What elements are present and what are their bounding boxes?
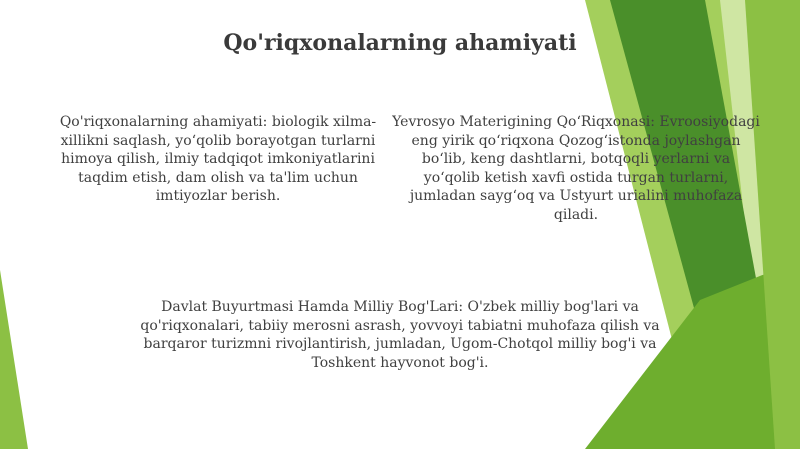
- left-edge-shape: [0, 270, 28, 449]
- text-block-eurasia-reserve: Yevrosyo Materigining Qo‘Riqxonasi: Evroosiyodagi eng yirik qo‘riqxona Qozog‘istonda joylashgan bo‘lib, keng dashtlarni, botqoqli yerlarni va yo‘qolib ketish xavfi ostida turgan turlarni, jumladan sayg‘oq va Ustyurt urialini muhofaza qiladi.: [392, 114, 760, 223]
- text-block-importance: Qo'riqxonalarning ahamiyati: biologik xilma-xillikni saqlash, yo‘qolib borayotgan turlarni himoya qilish, ilmiy tadqiqot imkoniyatlarini taqdim etish, dam olish va ta'lim uchun imtiyozlar berish.: [59, 114, 377, 204]
- slide-title: Qo'riqxonalarning ahamiyati: [223, 30, 577, 56]
- text-block-national-parks: Davlat Buyurtmasi Hamda Milliy Bog'Lari: O'zbek milliy bog'lari va qo'riqxonalari, tabiiy merosni asrash, yovvoyi tabiatni muhofaza qilish va barqaror turizmni rivojlantirish, jumladan, Ugom-Chotqol milliy bog'i va Toshkent hayvonot bog'i.: [140, 299, 660, 371]
